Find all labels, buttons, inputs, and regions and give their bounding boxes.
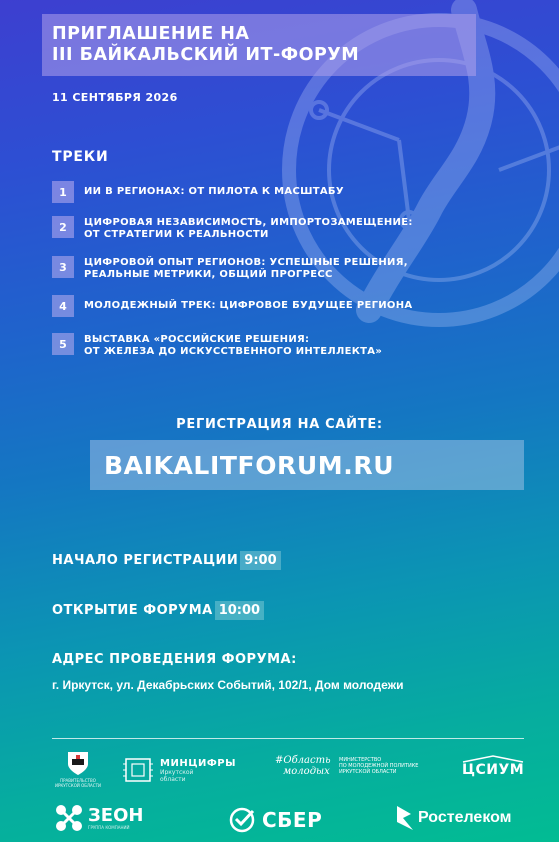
track-number: 3	[52, 256, 74, 278]
address-heading: АДРЕС ПРОВЕДЕНИЯ ФОРУМА:	[52, 652, 297, 667]
mincifry-sub-2: области	[160, 775, 186, 783]
track-item	[52, 333, 382, 358]
registration-start-row	[52, 551, 281, 570]
track-line: ОТ ЖЕЛЕЗА ДО ИСКУССТВЕННОГО ИНТЕЛЛЕКТА»	[84, 346, 383, 357]
sber-logo	[228, 806, 322, 834]
track-number: 4	[52, 295, 74, 317]
youth-text-line-1: МИНИСТЕРСТВО	[339, 757, 382, 763]
sber-name: СБЕР	[262, 808, 323, 832]
youth-ministry-text	[339, 757, 418, 775]
opening-row	[52, 601, 264, 620]
event-date: 11 СЕНТЯБРЯ 2026	[52, 91, 178, 104]
track-item	[52, 216, 413, 241]
mincifry-sub-1: Иркутской	[160, 768, 194, 776]
rostelecom-mark-icon	[395, 804, 415, 832]
youth-text-line-3: ИРКУТСКОЙ ОБЛАСТИ	[339, 769, 397, 775]
track-line: МОЛОДЕЖНЫЙ ТРЕК: ЦИФРОВОЕ БУДУЩЕЕ РЕГИОНА	[84, 300, 413, 311]
tracks-heading: ТРЕКИ	[52, 149, 109, 165]
registration-start-label: НАЧАЛО РЕГИСТРАЦИИ	[52, 553, 239, 568]
title-line-2: III БАЙКАЛЬСКИЙ ИТ-ФОРУМ	[52, 45, 360, 65]
track-text	[84, 295, 412, 312]
title-line-1: ПРИГЛАШЕНИЕ НА	[52, 24, 250, 44]
sber-check-icon	[228, 806, 256, 834]
zeon-name: ЗЕОН	[88, 805, 144, 826]
mincifry-name: МИНЦИФРЫ	[160, 757, 236, 769]
rostelecom-name: Ростелеком	[418, 809, 512, 826]
track-text	[84, 181, 344, 198]
gov-logo	[52, 750, 104, 788]
track-number: 5	[52, 333, 74, 355]
youth-script-line-2: молодых	[283, 766, 330, 777]
mincifry-logo-text	[160, 758, 236, 783]
track-number: 1	[52, 181, 74, 203]
mincifry-emblem-icon	[122, 755, 154, 785]
track-line: ИИ В РЕГИОНАХ: ОТ ПИЛОТА К МАСШТАБУ	[84, 186, 344, 197]
track-text	[84, 333, 382, 358]
zeon-logo	[54, 803, 143, 833]
registration-site-box[interactable]	[90, 440, 524, 490]
youth-script-text	[275, 755, 337, 777]
csium-name: ЦСИУМ	[462, 762, 525, 778]
irkutsk-coat-of-arms-icon	[65, 750, 91, 776]
zeon-molecule-icon	[54, 803, 84, 833]
youth-script-line-1: #Область	[275, 755, 331, 766]
track-line: ОТ СТРАТЕГИИ К РЕАЛЬНОСТИ	[84, 229, 269, 240]
track-line: ЦИФРОВОЙ ОПЫТ РЕГИОНОВ: УСПЕШНЫЕ РЕШЕНИЯ,	[84, 257, 408, 268]
track-text	[84, 216, 413, 241]
gov-logo-text: ПРАВИТЕЛЬСТВО ИРКУТСКОЙ ОБЛАСТИ	[54, 778, 102, 788]
youth-text-line-2: ПО МОЛОДЕЖНОЙ ПОЛИТИКЕ	[339, 763, 419, 769]
track-item	[52, 181, 344, 203]
rostelecom-logo	[395, 804, 512, 832]
title-box	[42, 14, 476, 76]
opening-label: ОТКРЫТИЕ ФОРУМА	[52, 603, 213, 618]
mincifry-logo	[122, 755, 236, 785]
logos-divider	[52, 738, 524, 739]
track-number: 2	[52, 216, 74, 238]
csium-logo	[462, 755, 524, 778]
track-line: ВЫСТАВКА «РОССИЙСКИЕ РЕШЕНИЯ:	[84, 334, 310, 345]
registration-start-time: 9:00	[240, 551, 280, 570]
zeon-sub: ГРУППА КОМПАНИЙ	[88, 825, 130, 830]
opening-time: 10:00	[215, 601, 264, 620]
track-item	[52, 295, 412, 317]
track-item	[52, 256, 408, 281]
track-line: РЕАЛЬНЫЕ МЕТРИКИ, ОБЩИЙ ПРОГРЕСС	[84, 269, 333, 280]
registration-site-link[interactable]: BAIKALITFORUM.RU	[104, 450, 395, 480]
track-text	[84, 256, 408, 281]
youth-ministry-logo	[275, 755, 418, 777]
address-text: г. Иркутск, ул. Декабрьских Событий, 102/1, Дом молодежи	[52, 678, 404, 692]
zeon-logo-text	[88, 806, 143, 830]
track-line: ЦИФРОВАЯ НЕЗАВИСИМОСТЬ, ИМПОРТОЗАМЕЩЕНИЕ:	[84, 217, 413, 228]
registration-heading: РЕГИСТРАЦИЯ НА САЙТЕ:	[176, 417, 383, 432]
